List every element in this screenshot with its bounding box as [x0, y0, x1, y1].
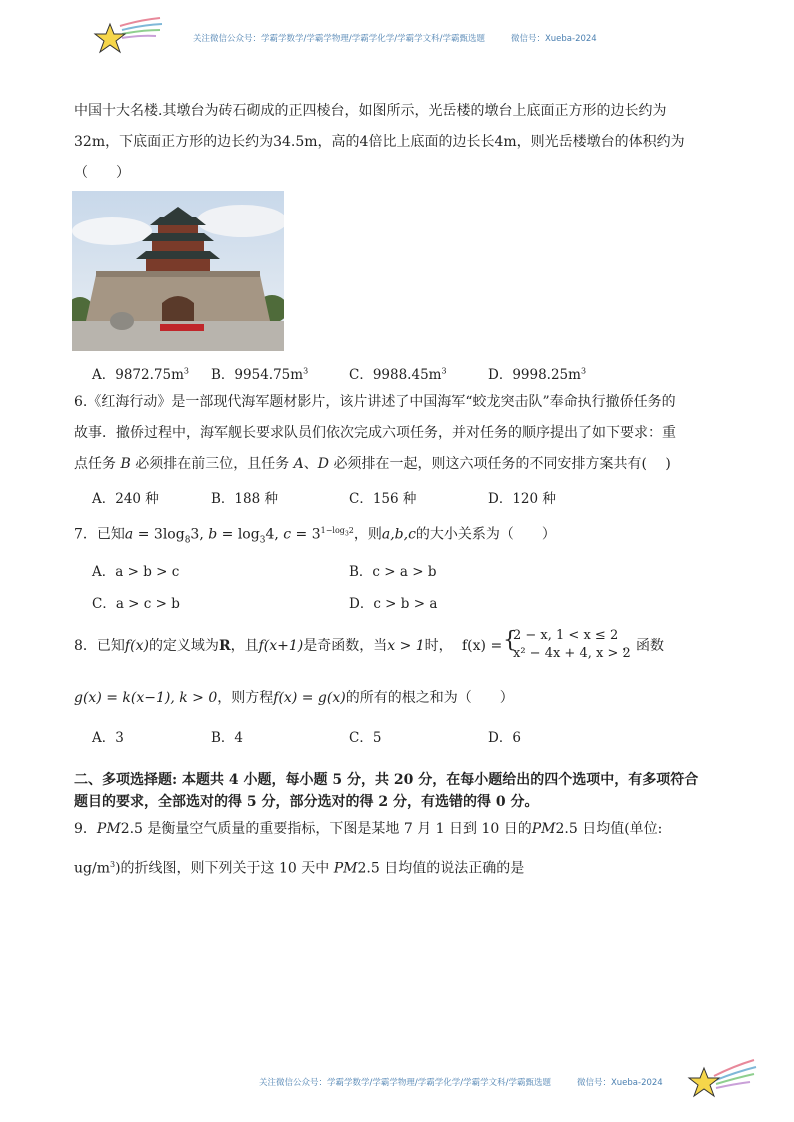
- q7-option-c: C．a > c > b: [92, 596, 180, 612]
- q7-stem: 7．已知$a = 3\log_83$, $b = \log_34$, $c = 3^{1-log_32}$，则a,b,c的大小关系为（ ）: [74, 526, 556, 546]
- q8-stem-tail: ，函数: [622, 638, 664, 654]
- q7-option-b: B．c > a > b: [349, 564, 437, 580]
- q8-option-b: B．4: [211, 730, 244, 746]
- star-logo-icon: [92, 16, 164, 58]
- q5-option-b: B．$9954.75m^3$: [211, 366, 309, 383]
- page-header: [193, 32, 597, 44]
- q5-line2: 32m，下底面正方形的边长约为34.5m，高的4倍比上底面的边长长4m，则光岳楼墩台的体积约为: [74, 134, 685, 150]
- section2-line1: 二、多项选择题: 本题共 4 小题，每小题 5 分，共 20 分，在每小题给出的四个选项中，有多项符合: [74, 772, 699, 788]
- q5-option-d: D．$9998.25m^3$: [488, 366, 587, 383]
- q6-option-c: C．156 种: [349, 491, 417, 507]
- q7-option-d: D．c > b > a: [349, 596, 438, 612]
- q5-line1: 中国十大名楼.其墩台为砖石砌成的正四棱台，如图所示，光岳楼的墩台上底面正方形的边长约为: [74, 103, 667, 119]
- q5-option-c: C．$9988.45m^3$: [349, 366, 447, 383]
- q8-brace: {: [503, 628, 517, 653]
- q6-option-d: D．120 种: [488, 491, 556, 507]
- q6-option-a: A．240 种: [92, 491, 159, 507]
- page-footer: [259, 1076, 663, 1088]
- q6-line2: 故事．撤侨过程中，海军舰长要求队员们依次完成六项任务，并对任务的顺序提出了如下要求：重: [74, 425, 676, 441]
- star-logo-icon: [686, 1058, 758, 1100]
- q8-piecewise-cases: [513, 627, 631, 663]
- header-wechat: 微信号：Xueba-2024: [510, 34, 597, 44]
- q8-option-a: A．3: [92, 730, 124, 746]
- q5-option-a: A．$9872.75m^3$: [92, 366, 189, 383]
- section2-line2: 题目的要求，全部选对的得 5 分，部分选对的得 2 分，有选错的得 0 分。: [74, 794, 539, 810]
- q6-line1: 6.《红海行动》是一部现代海军题材影片，该片讲述了中国海军“蛟龙突击队”奉命执行撤侨任务的: [74, 394, 676, 410]
- q8-option-c: C．5: [349, 730, 382, 746]
- q8-piecewise-lhs: f(x) =: [462, 638, 503, 654]
- footer-text: 关注微信公众号：学霸学数学/学霸学物理/学霸学化学/学霸学文科/学霸甄选题: [259, 1078, 551, 1088]
- q8-stem-line1: 8．已知f(x)的定义域为R，且f(x+1)是奇函数，当x > 1时，: [74, 638, 453, 654]
- q8-stem-line2: g(x) = k(x−1), k > 0，则方程f(x) = g(x)的所有的根之和为（ ）: [74, 690, 514, 706]
- header-text: 关注微信公众号：学霸学数学/学霸学物理/学霸学化学/学霸学文科/学霸甄选题: [193, 34, 485, 44]
- q9-line1: 9．PM2.5 是衡量空气质量的重要指标，下图是某地 7 月 1 日到 10 日的PM2.5 日均值(单位:: [74, 821, 663, 837]
- q6-option-b: B．188 种: [211, 491, 278, 507]
- q8-option-d: D．6: [488, 730, 521, 746]
- q6-line3: 点任务 B 必须排在前三位，且任务 A、D 必须排在一起，则这六项任务的不同安排方案共有( ): [74, 456, 671, 472]
- q9-line2: $ug/m^3$)的折线图，则下列关于这 10 天中 PM2.5 日均值的说法正确的是: [74, 860, 525, 877]
- q8-case1: 2 − x, 1 < x ≤ 2: [513, 628, 619, 643]
- q7-option-a: A．a > b > c: [92, 564, 180, 580]
- footer-wechat: 微信号：Xueba-2024: [576, 1078, 663, 1088]
- q8-case2: x² − 4x + 4, x > 2: [513, 646, 631, 661]
- q5-line3: （ ）: [74, 165, 130, 181]
- tower-photo: [72, 191, 284, 351]
